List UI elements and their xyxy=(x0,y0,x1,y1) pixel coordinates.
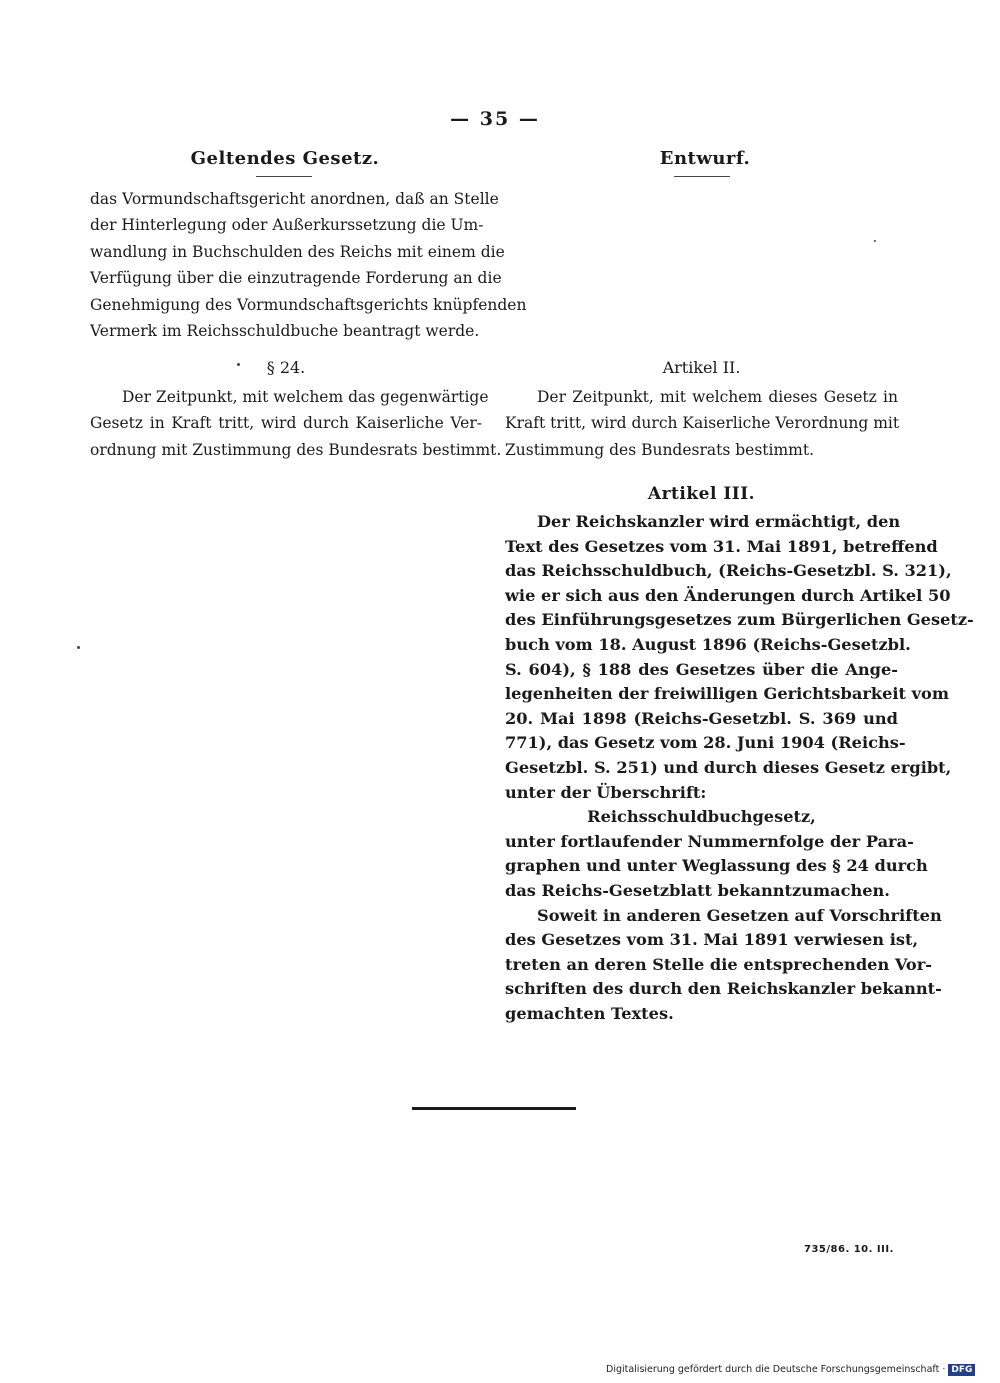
text-line: 771), das Gesetz vom 28. Juni 1904 (Reichs- xyxy=(505,733,906,753)
text-line: ordnung mit Zustimmung des Bundesrats bestimmt. xyxy=(90,440,502,459)
text-line: Text des Gesetzes vom 31. Mai 1891, betreffend xyxy=(505,536,938,556)
text-line: das Vormundschaftsgericht anordnen, daß an Stelle xyxy=(90,190,499,208)
paper-speck xyxy=(874,240,876,242)
text-line: Soweit in anderen Gesetzen auf Vorschriften xyxy=(537,905,942,925)
text-line: Gesetzbl. S. 251) und durch dieses Gesetz ergibt, xyxy=(505,757,952,777)
section-24-heading: § 24. xyxy=(266,358,306,377)
text-line: buch vom 18. August 1896 (Reichs-Gesetzbl. xyxy=(505,634,911,654)
text-line: Der Reichskanzler wird ermächtigt, den xyxy=(537,512,901,531)
text-line: legenheiten der freiwilligen Gerichtsbarkeit vom xyxy=(505,684,949,704)
end-rule xyxy=(412,1107,576,1110)
text-line: Genehmigung des Vormundschaftsgerichts knüpfenden xyxy=(90,295,527,314)
paper-speck xyxy=(237,363,240,366)
text-line: Verfügung über die einzutragende Forderung an die xyxy=(90,269,502,288)
text-line: gemachten Textes. xyxy=(505,1003,674,1023)
artikel-3-heading: Artikel III. xyxy=(647,484,756,504)
text-line: Der Zeitpunkt, mit welchem das gegenwärtige xyxy=(122,388,489,406)
text-line: des Gesetzes vom 31. Mai 1891 verwiesen ist, xyxy=(505,930,919,950)
paper-speck xyxy=(77,646,80,649)
text-line: treten an deren Stelle die entsprechenden Vor- xyxy=(505,954,932,974)
left-column-heading: Geltendes Gesetz. xyxy=(190,148,380,169)
left-heading-rule xyxy=(256,176,312,177)
text-line: das Reichs-Gesetzblatt bekanntzumachen. xyxy=(505,880,890,900)
credit-text: Digitalisierung gefördert durch die Deutsche Forschungsgemeinschaft · xyxy=(606,1364,946,1375)
right-heading-rule xyxy=(674,176,730,177)
text-line: graphen und unter Weglassung des § 24 durch xyxy=(505,856,928,876)
right-column-heading: Entwurf. xyxy=(659,148,751,169)
text-line: Kraft tritt, wird durch Kaiserliche Verordnung mit xyxy=(505,414,900,433)
text-line: Der Zeitpunkt, mit welchem dieses Gesetz in xyxy=(537,388,898,406)
left-paragraph-2 xyxy=(90,384,502,463)
text-line: der Hinterlegung oder Außerkurssetzung die Um- xyxy=(90,216,484,235)
text-line: Vermerk im Reichsschuldbuche beantragt werde. xyxy=(90,322,480,341)
dfg-logo: DFG xyxy=(948,1364,975,1376)
text-line: wie er sich aus den Änderungen durch Artikel 50 xyxy=(505,585,951,605)
page-number: — 35 — xyxy=(450,108,540,130)
text-line: Zustimmung des Bundesrats bestimmt. xyxy=(505,440,815,459)
text-line: Gesetz in Kraft tritt, wird durch Kaiserliche Ver- xyxy=(90,414,482,433)
text-line: unter der Überschrift: xyxy=(505,782,707,802)
law-title-line: Reichsschuldbuchgesetz, xyxy=(587,807,816,827)
text-line: 20. Mai 1898 (Reichs-Gesetzbl. S. 369 und xyxy=(505,708,898,728)
digitization-credit xyxy=(606,1364,975,1376)
left-paragraph-1 xyxy=(90,186,527,344)
print-mark: 735/86. 10. III. xyxy=(804,1244,894,1255)
text-line: schriften des durch den Reichskanzler bekannt- xyxy=(505,979,942,999)
text-line: wandlung in Buchschulden des Reichs mit einem die xyxy=(90,242,505,261)
text-line: das Reichsschuldbuch, (Reichs-Gesetzbl. S. 321), xyxy=(505,561,952,581)
right-paragraph-1 xyxy=(505,384,898,463)
text-line: S. 604), § 188 des Gesetzes über die Ange- xyxy=(505,659,898,679)
text-line: unter fortlaufender Nummernfolge der Para- xyxy=(505,831,914,851)
text-line: des Einführungsgesetzes zum Bürgerlichen Gesetz- xyxy=(505,610,974,630)
right-paragraph-2 xyxy=(505,510,974,1026)
artikel-2-heading: Artikel II. xyxy=(662,358,741,377)
